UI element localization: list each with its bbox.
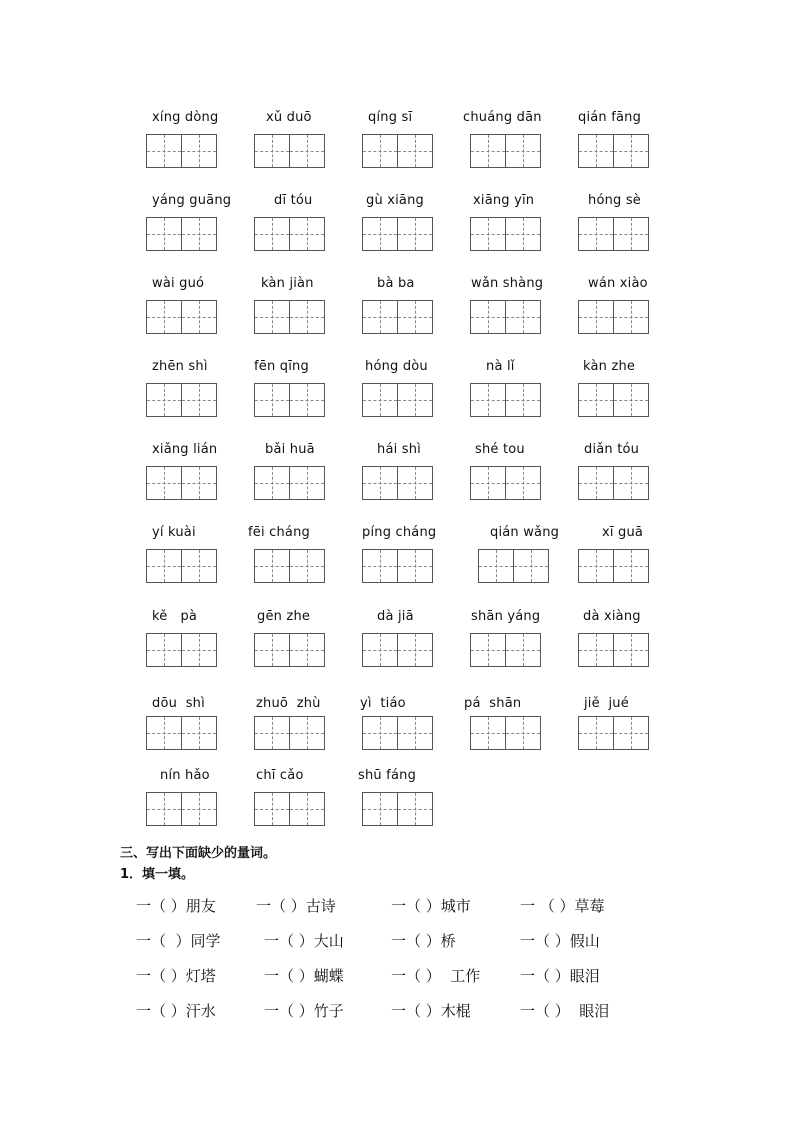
tian-zi-ge-box[interactable] [362, 217, 398, 251]
writing-box-pair [254, 633, 326, 667]
tian-zi-ge-box[interactable] [290, 633, 325, 667]
tian-zi-ge-box[interactable] [146, 466, 182, 500]
pinyin-label: píng cháng [362, 525, 437, 540]
tian-zi-ge-box[interactable] [398, 466, 433, 500]
tian-zi-ge-box[interactable] [182, 633, 217, 667]
tian-zi-ge-box[interactable] [578, 217, 614, 251]
writing-box-pair [478, 549, 550, 583]
writing-box-pair [578, 134, 650, 168]
tian-zi-ge-box[interactable] [362, 792, 398, 826]
tian-zi-ge-box[interactable] [506, 217, 541, 251]
tian-zi-ge-box[interactable] [506, 633, 541, 667]
tian-zi-ge-box[interactable] [398, 134, 433, 168]
measure-word-blank[interactable]: 一（ ）朋友 [136, 897, 216, 915]
writing-box-pair [146, 716, 218, 750]
tian-zi-ge-box[interactable] [398, 716, 433, 750]
pinyin-label: zhuō zhù [256, 696, 321, 711]
measure-word-blank[interactable]: 一（ ）灯塔 [136, 967, 216, 985]
tian-zi-ge-box[interactable] [362, 383, 398, 417]
tian-zi-ge-box[interactable] [470, 383, 506, 417]
tian-zi-ge-box[interactable] [254, 716, 290, 750]
writing-box-pair [362, 217, 434, 251]
measure-word-blank[interactable]: 一（ ）汗水 [136, 1002, 216, 1020]
tian-zi-ge-box[interactable] [182, 134, 217, 168]
tian-zi-ge-box[interactable] [506, 383, 541, 417]
writing-box-pair [254, 716, 326, 750]
writing-box-pair [362, 466, 434, 500]
writing-box-pair [578, 633, 650, 667]
writing-box-pair [254, 792, 326, 826]
pinyin-label: hái shì [377, 442, 421, 457]
writing-box-pair [254, 549, 326, 583]
tian-zi-ge-box[interactable] [182, 300, 217, 334]
writing-box-pair [254, 466, 326, 500]
tian-zi-ge-box[interactable] [290, 217, 325, 251]
tian-zi-ge-box[interactable] [470, 633, 506, 667]
pinyin-label: bà ba [377, 276, 415, 291]
writing-box-pair [146, 633, 218, 667]
tian-zi-ge-box[interactable] [362, 716, 398, 750]
tian-zi-ge-box[interactable] [362, 549, 398, 583]
measure-word-blank[interactable]: 一（ ）木棍 [391, 1002, 471, 1020]
writing-box-pair [362, 300, 434, 334]
writing-box-pair [362, 633, 434, 667]
pinyin-label: wǎn shàng [471, 276, 544, 291]
tian-zi-ge-box[interactable] [398, 217, 433, 251]
tian-zi-ge-box[interactable] [290, 300, 325, 334]
writing-box-pair [362, 549, 434, 583]
tian-zi-ge-box[interactable] [506, 466, 541, 500]
measure-word-blank[interactable]: 一（ ）古诗 [256, 897, 336, 915]
tian-zi-ge-box[interactable] [146, 792, 182, 826]
tian-zi-ge-box[interactable] [290, 792, 325, 826]
tian-zi-ge-box[interactable] [290, 134, 325, 168]
writing-box-pair [578, 300, 650, 334]
tian-zi-ge-box[interactable] [182, 466, 217, 500]
tian-zi-ge-box[interactable] [470, 217, 506, 251]
measure-word-blank[interactable]: 一（ ） 工作 [391, 967, 481, 985]
tian-zi-ge-box[interactable] [362, 300, 398, 334]
measure-word-blank[interactable]: 一（ ）城市 [391, 897, 471, 915]
pinyin-label: xī guā [602, 525, 644, 540]
measure-word-blank[interactable]: 一（ ）假山 [520, 932, 600, 950]
pinyin-label: jiě jué [584, 696, 629, 711]
writing-box-pair [470, 466, 542, 500]
tian-zi-ge-box[interactable] [254, 792, 290, 826]
tian-zi-ge-box[interactable] [614, 716, 649, 750]
tian-zi-ge-box[interactable] [254, 217, 290, 251]
measure-word-blank[interactable]: 一（ ）竹子 [264, 1002, 344, 1020]
tian-zi-ge-box[interactable] [614, 549, 649, 583]
writing-box-pair [470, 300, 542, 334]
tian-zi-ge-box[interactable] [398, 633, 433, 667]
pinyin-label: nà lǐ [486, 359, 515, 374]
tian-zi-ge-box[interactable] [614, 633, 649, 667]
tian-zi-ge-box[interactable] [578, 633, 614, 667]
tian-zi-ge-box[interactable] [578, 466, 614, 500]
tian-zi-ge-box[interactable] [182, 716, 217, 750]
tian-zi-ge-box[interactable] [578, 549, 614, 583]
writing-box-pair [146, 217, 218, 251]
writing-box-pair [470, 134, 542, 168]
tian-zi-ge-box[interactable] [614, 134, 649, 168]
writing-box-pair [470, 383, 542, 417]
writing-box-pair [254, 300, 326, 334]
writing-box-pair [254, 383, 326, 417]
writing-box-pair [146, 300, 218, 334]
tian-zi-ge-box[interactable] [478, 549, 514, 583]
tian-zi-ge-box[interactable] [182, 792, 217, 826]
writing-box-pair [578, 383, 650, 417]
tian-zi-ge-box[interactable] [290, 466, 325, 500]
tian-zi-ge-box[interactable] [146, 549, 182, 583]
tian-zi-ge-box[interactable] [506, 300, 541, 334]
measure-word-blank[interactable]: 一（ ）眼泪 [520, 967, 600, 985]
tian-zi-ge-box[interactable] [146, 217, 182, 251]
tian-zi-ge-box[interactable] [146, 383, 182, 417]
tian-zi-ge-box[interactable] [614, 217, 649, 251]
pinyin-label: shān yáng [471, 609, 541, 624]
measure-word-blank[interactable]: 一（ ）桥 [391, 932, 456, 950]
pinyin-label: hóng dòu [365, 359, 428, 374]
tian-zi-ge-box[interactable] [578, 134, 614, 168]
writing-box-pair [362, 716, 434, 750]
pinyin-label: chuáng dān [463, 110, 542, 125]
tian-zi-ge-box[interactable] [614, 466, 649, 500]
measure-word-blank[interactable]: 一（ ）大山 [264, 932, 344, 950]
pinyin-label: kàn jiàn [261, 276, 314, 291]
writing-box-pair [362, 134, 434, 168]
measure-word-blank[interactable]: 一（ ） 眼泪 [520, 1002, 610, 1020]
writing-box-pair [362, 792, 434, 826]
tian-zi-ge-box[interactable] [146, 300, 182, 334]
tian-zi-ge-box[interactable] [182, 217, 217, 251]
pinyin-label: dī tóu [274, 193, 313, 208]
pinyin-label: kàn zhe [583, 359, 636, 374]
writing-box-pair [470, 716, 542, 750]
pinyin-label: chī cǎo [256, 768, 304, 783]
writing-box-pair [578, 716, 650, 750]
pinyin-label: wán xiào [588, 276, 648, 291]
tian-zi-ge-box[interactable] [398, 383, 433, 417]
pinyin-label: yí kuài [152, 525, 196, 540]
writing-box-pair [146, 134, 218, 168]
writing-box-pair [578, 466, 650, 500]
pinyin-label: qián fāng [578, 110, 642, 125]
writing-box-pair [362, 383, 434, 417]
tian-zi-ge-box[interactable] [398, 549, 433, 583]
tian-zi-ge-box[interactable] [146, 134, 182, 168]
tian-zi-ge-box[interactable] [254, 633, 290, 667]
pinyin-label: gù xiāng [366, 193, 424, 208]
tian-zi-ge-box[interactable] [470, 716, 506, 750]
writing-box-pair [578, 549, 650, 583]
tian-zi-ge-box[interactable] [362, 633, 398, 667]
pinyin-label: shū fáng [358, 768, 417, 783]
writing-box-pair [470, 633, 542, 667]
tian-zi-ge-box[interactable] [290, 383, 325, 417]
measure-word-blank[interactable]: 一（ ）蝴蝶 [264, 967, 344, 985]
tian-zi-ge-box[interactable] [146, 716, 182, 750]
pinyin-label: fēn qīng [254, 359, 309, 374]
exercise-subtitle: 1．填一填。 [120, 867, 195, 882]
tian-zi-ge-box[interactable] [578, 383, 614, 417]
tian-zi-ge-box[interactable] [290, 716, 325, 750]
pinyin-label: bǎi huā [265, 442, 315, 457]
tian-zi-ge-box[interactable] [362, 466, 398, 500]
pinyin-label: xiǎng lián [152, 442, 218, 457]
tian-zi-ge-box[interactable] [470, 134, 506, 168]
pinyin-label: nín hǎo [160, 768, 210, 783]
section-title: 三、写出下面缺少的量词。 [120, 846, 277, 861]
tian-zi-ge-box[interactable] [362, 134, 398, 168]
tian-zi-ge-box[interactable] [614, 300, 649, 334]
writing-box-pair [146, 792, 218, 826]
tian-zi-ge-box[interactable] [182, 549, 217, 583]
tian-zi-ge-box[interactable] [254, 134, 290, 168]
tian-zi-ge-box[interactable] [290, 549, 325, 583]
tian-zi-ge-box[interactable] [506, 716, 541, 750]
tian-zi-ge-box[interactable] [578, 300, 614, 334]
writing-box-pair [254, 217, 326, 251]
pinyin-label: dōu shì [152, 696, 205, 711]
measure-word-blank[interactable]: 一（ ）同学 [136, 932, 221, 950]
tian-zi-ge-box[interactable] [398, 792, 433, 826]
tian-zi-ge-box[interactable] [254, 300, 290, 334]
pinyin-label: xíng dòng [152, 110, 219, 125]
tian-zi-ge-box[interactable] [470, 300, 506, 334]
tian-zi-ge-box[interactable] [182, 383, 217, 417]
tian-zi-ge-box[interactable] [146, 633, 182, 667]
pinyin-label: fēi cháng [248, 525, 310, 540]
pinyin-label: hóng sè [588, 193, 641, 208]
writing-box-pair [254, 134, 326, 168]
writing-box-pair [146, 383, 218, 417]
pinyin-label: wài guó [152, 276, 205, 291]
tian-zi-ge-box[interactable] [470, 466, 506, 500]
pinyin-label: qíng sī [368, 110, 413, 125]
tian-zi-ge-box[interactable] [614, 383, 649, 417]
writing-box-pair [146, 466, 218, 500]
measure-word-blank[interactable]: 一 （ ）草莓 [520, 897, 605, 915]
tian-zi-ge-box[interactable] [578, 716, 614, 750]
tian-zi-ge-box[interactable] [254, 466, 290, 500]
pinyin-label: zhēn shì [152, 359, 208, 374]
pinyin-label: kě pà [152, 609, 198, 624]
pinyin-label: yáng guāng [152, 193, 232, 208]
pinyin-label: xiāng yīn [473, 193, 535, 208]
writing-box-pair [578, 217, 650, 251]
tian-zi-ge-box[interactable] [398, 300, 433, 334]
pinyin-label: pá shān [464, 696, 522, 711]
pinyin-label: gēn zhe [257, 609, 311, 624]
tian-zi-ge-box[interactable] [254, 383, 290, 417]
tian-zi-ge-box[interactable] [514, 549, 549, 583]
pinyin-label: dà jiā [377, 609, 414, 624]
pinyin-label: xǔ duō [266, 110, 312, 125]
writing-box-pair [470, 217, 542, 251]
pinyin-label: yì tiáo [360, 696, 406, 711]
pinyin-label: dà xiàng [583, 609, 641, 624]
pinyin-label: qián wǎng [490, 525, 560, 540]
tian-zi-ge-box[interactable] [254, 549, 290, 583]
pinyin-label: diǎn tóu [584, 442, 640, 457]
pinyin-label: shé tou [475, 442, 525, 457]
tian-zi-ge-box[interactable] [506, 134, 541, 168]
writing-box-pair [146, 549, 218, 583]
